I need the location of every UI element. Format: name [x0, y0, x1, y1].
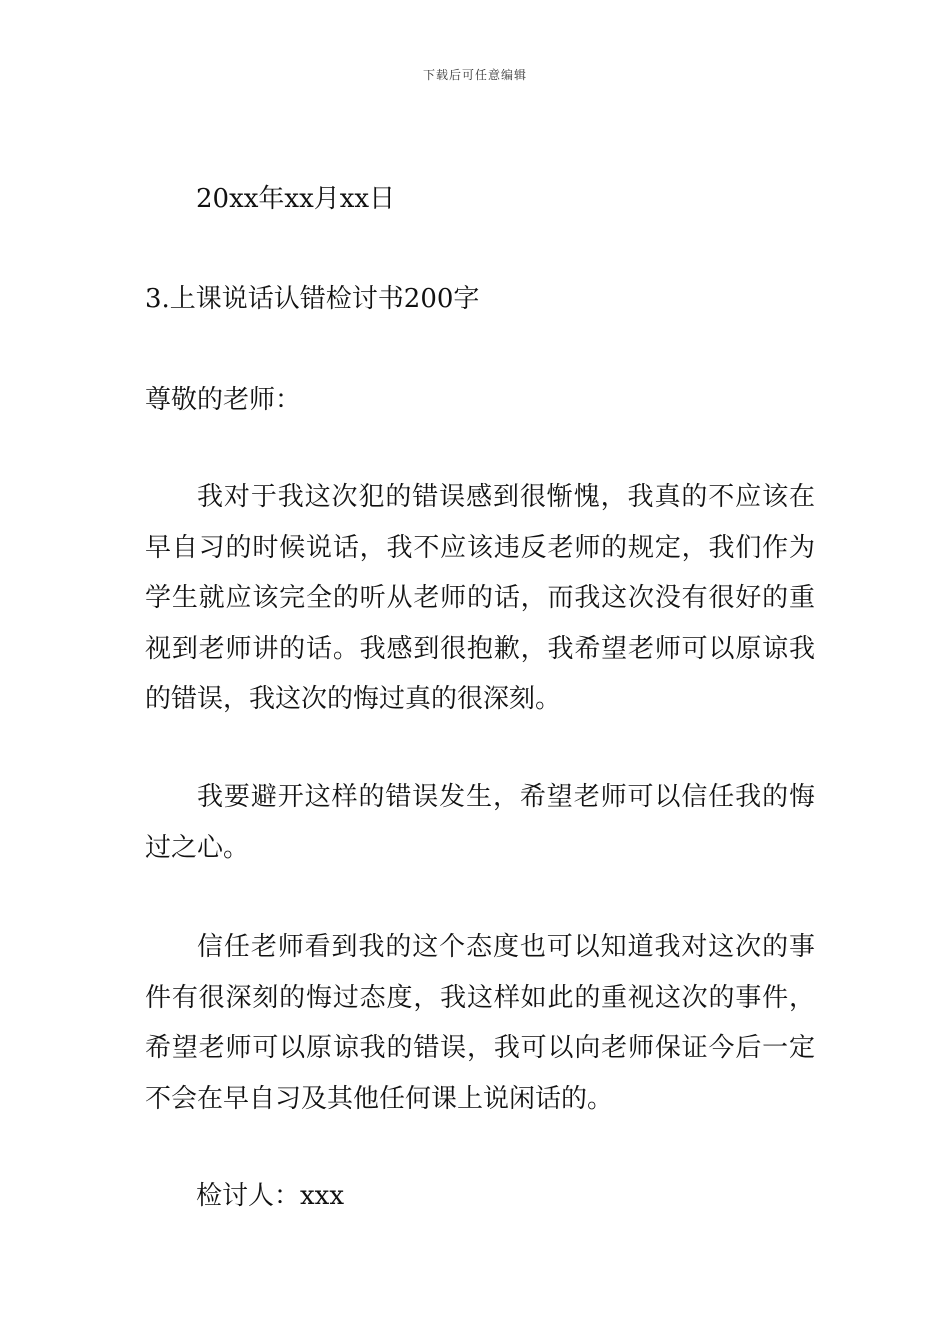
salutation: 尊敬的老师：	[145, 385, 302, 415]
signature-line: 检讨人：xxx	[196, 1181, 344, 1211]
document-date: 20xx年xx月xx日	[196, 184, 396, 214]
body-paragraph-1: 我对于我这次犯的错误感到很惭愧，我真的不应该在早自习的时候说话，我不应该违反老师的规定，我们作为学生就应该完全的听从老师的话，而我这次没有很好的重视到老师讲的话。我感到很抱歉，我希望老师可以原谅我的错误，我这次的悔过真的很深刻。	[145, 482, 815, 714]
page-header-note: 下载后可任意编辑	[422, 68, 527, 82]
body-paragraph-3: 信任老师看到我的这个态度也可以知道我对这次的事件有很深刻的悔过态度，我这样如此的重视这次的事件，希望老师可以原谅我的错误，我可以向老师保证今后一定不会在早自习及其他任何课上说闲话的。	[145, 932, 815, 1114]
body-paragraph-2: 我要避开这样的错误发生，希望老师可以信任我的悔过之心。	[145, 782, 815, 863]
section-title: 3.上课说话认错检讨书200字	[145, 284, 480, 314]
